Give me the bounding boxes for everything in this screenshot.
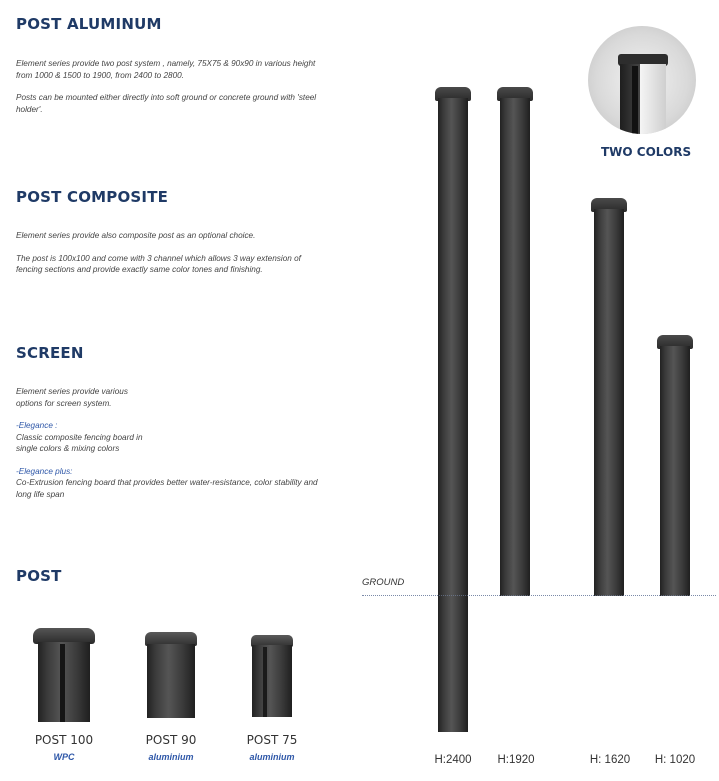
two-colors-label: TWO COLORS — [601, 145, 692, 159]
height-label-1020: H: 1020 — [654, 754, 696, 766]
post-composite-text — [16, 230, 321, 276]
ground-label: GROUND — [362, 577, 405, 588]
elegance-plus-label: -Elegance plus: — [16, 466, 73, 476]
post-composite-p1: Element series provide also composite post as an optional choice. — [16, 231, 256, 240]
post-100-label: POST 100 — [34, 733, 94, 747]
post-composite-p2: The post is 100x100 and come with 3 channel which allows 3 way extension of fencing sections and provide exactly same color tones and finishing. — [16, 253, 301, 274]
ground-line-overlay — [362, 595, 716, 596]
two-colors-light-half — [640, 64, 666, 134]
elegance-text: Classic composite fencing board in single colors & mixing colors — [16, 432, 143, 453]
pole-1020 — [660, 346, 690, 596]
post-aluminum-title: POST ALUMINUM — [16, 15, 162, 33]
height-label-2400: H:2400 — [434, 754, 472, 766]
post-aluminum-p2: Posts can be mounted either directly into soft ground or concrete ground with 'steel holder'. — [16, 93, 317, 114]
screen-p1: Element series provide various options for screen system. — [16, 387, 128, 408]
post-75-channel — [263, 647, 267, 717]
post-90-label: POST 90 — [145, 733, 197, 747]
post-90-body — [147, 644, 195, 718]
post-aluminum-text — [16, 58, 321, 115]
elegance-label: -Elegance : — [16, 421, 58, 430]
two-colors-illustration — [588, 26, 696, 134]
pole-1620 — [594, 209, 624, 596]
post-100-material: WPC — [53, 752, 75, 762]
post-100-image — [36, 628, 92, 722]
two-colors-channel — [632, 66, 638, 134]
post-90-material: aluminium — [148, 752, 194, 762]
pole-1920 — [500, 98, 530, 596]
screen-text — [16, 386, 321, 500]
post-75-body — [252, 645, 292, 717]
post-75-label: POST 75 — [246, 733, 298, 747]
post-100-channel — [60, 644, 65, 722]
pole-2400 — [438, 98, 468, 732]
post-75-material: aluminium — [249, 752, 295, 762]
height-label-1920: H:1920 — [497, 754, 535, 766]
elegance-plus-text: Co-Extrusion fencing board that provides better water-resistance, color stability and long life span — [16, 478, 318, 499]
post-75-image — [251, 635, 293, 717]
height-label-1620: H: 1620 — [589, 754, 631, 766]
post-composite-title: POST COMPOSITE — [16, 188, 169, 206]
post-90-image — [146, 632, 196, 718]
screen-title: SCREEN — [16, 344, 84, 362]
post-title: POST — [16, 567, 62, 585]
post-aluminum-p1: Element series provide two post system , namely, 75X75 & 90x90 in various height from 1000 & 1500 to 1900, from 2400 to 2800. — [16, 59, 316, 80]
